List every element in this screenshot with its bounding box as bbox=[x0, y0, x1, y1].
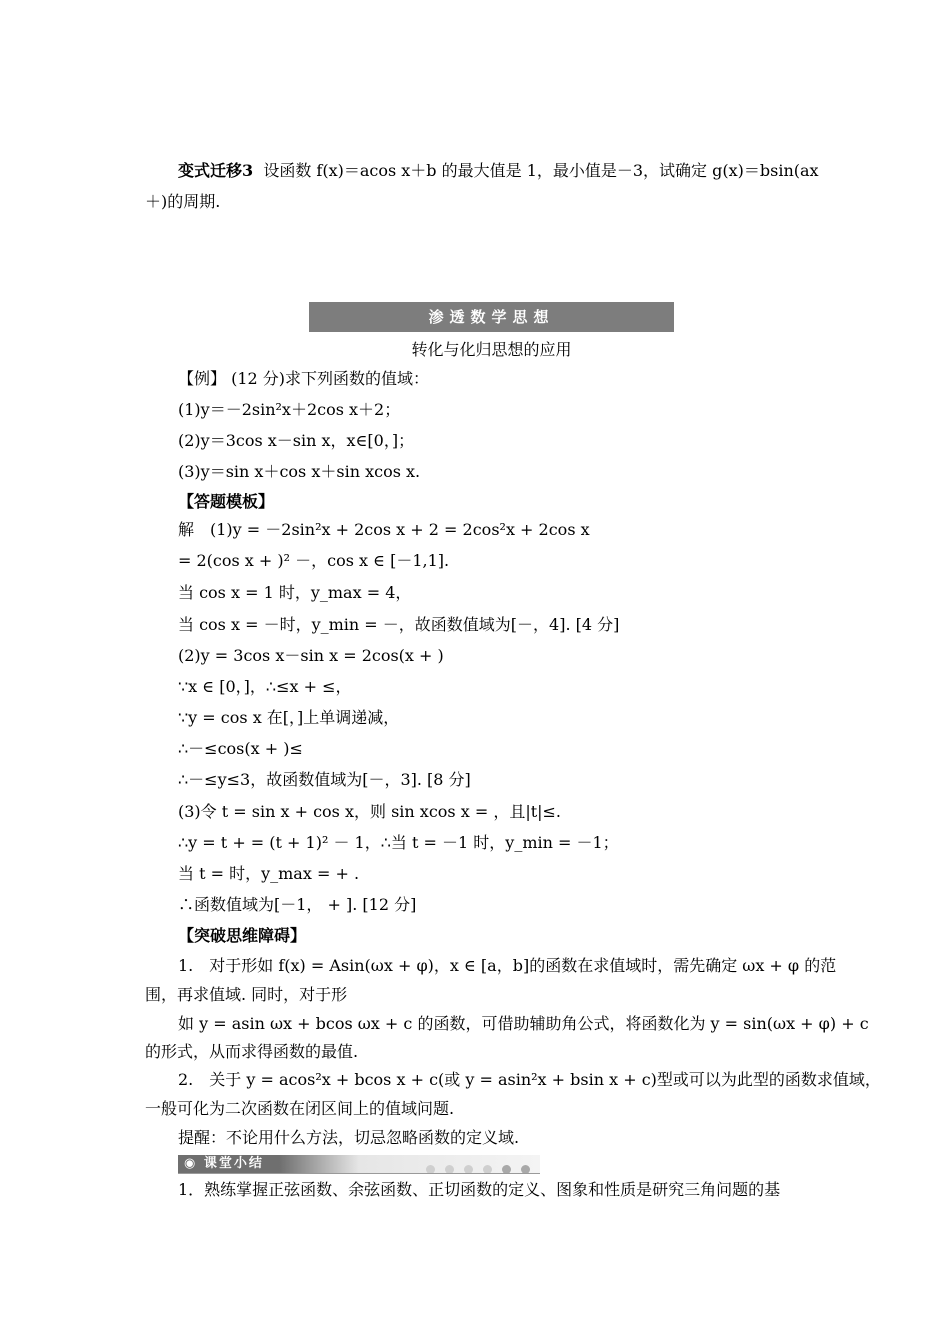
template-line: ∵y = cos x 在[，]上单调递减， bbox=[178, 708, 400, 727]
section-banner: 渗透数学思想 bbox=[309, 302, 674, 332]
exercise-text-1: 设函数 f(x)＝acos x＋b 的最大值是 1，最小值是－3，试确定 g(x)＝bsin(ax bbox=[263, 161, 819, 180]
example-item-1: (1)y＝－2sin²x＋2cos x＋2； bbox=[178, 400, 401, 419]
template-line: 当 t = 时，y_max = + . bbox=[178, 864, 360, 883]
breakthrough-header: 【突破思维障碍】 bbox=[178, 926, 307, 945]
exercise-label: 变式迁移3 bbox=[178, 161, 254, 180]
exercise-line-2: ＋)的周期. bbox=[145, 192, 221, 211]
template-line: ∴y = t + = (t + 1)² － 1，∴当 t = －1 时，y_min = －1； bbox=[178, 833, 619, 852]
breakthrough-p2-line-2: 一般可化为二次函数在闭区间上的值域问题. bbox=[145, 1099, 455, 1118]
example-header: 【例】 (12 分)求下列函数的值域： bbox=[178, 369, 430, 388]
template-line: = 2(cos x + )² －，cos x ∈ [－1,1]. bbox=[178, 551, 450, 570]
template-line: (2)y = 3cos x－sin x = 2cos(x + ) bbox=[178, 646, 444, 665]
section-subtitle: 转化与化归思想的应用 bbox=[411, 340, 572, 359]
template-line: 当 cos x = 1 时，y_max = 4， bbox=[178, 583, 412, 602]
template-line: (3)令 t = sin x + cos x，则 sin xcos x = ，且|t|≤. bbox=[178, 802, 562, 821]
breakthrough-p1-line-1: 1. 对于形如 f(x) = Asin(ωx + φ)，x ∈ [a，b]的函数在求值域时，需先确定 ωx + φ 的范 bbox=[178, 956, 837, 975]
example-item-3: (3)y＝sin x＋cos x＋sin xcos x. bbox=[178, 462, 421, 481]
template-header: 【答题模板】 bbox=[178, 492, 275, 511]
summary-bar bbox=[178, 1155, 540, 1173]
template-line: 解 (1)y = －2sin²x + 2cos x + 2 = 2cos²x + 2cos x bbox=[178, 520, 590, 539]
template-line: ∴－≤y≤3，故函数值域为[－，3]. [8 分] bbox=[178, 770, 471, 789]
template-line: ∵x ∈ [0，]，∴≤x + ≤， bbox=[178, 677, 352, 696]
summary-line-1: 1．熟练掌握正弦函数、余弦函数、正切函数的定义、图象和性质是研究三角问题的基 bbox=[178, 1180, 781, 1199]
exercise-line-1 bbox=[178, 161, 819, 181]
template-line: ∴函数值域为[－1， + ]. [12 分] bbox=[178, 895, 417, 914]
summary-label: ◉ 课堂小结 bbox=[184, 1156, 264, 1171]
summary-divider bbox=[178, 1173, 540, 1174]
breakthrough-p1-line-2: 围，再求值域. 同时，对于形 bbox=[145, 985, 348, 1004]
template-line: 当 cos x = －时，y_min = －，故函数值域为[－，4]. [4 分] bbox=[178, 615, 620, 634]
template-line: ∴－≤cos(x + )≤ bbox=[178, 739, 303, 758]
breakthrough-p2-line-1: 2. 关于 y = acos²x + bcos x + c(或 y = asin²x + bsin x + c)型或可以为此型的函数求值域， bbox=[178, 1070, 881, 1089]
decorative-dots bbox=[416, 1159, 530, 1169]
breakthrough-p1-line-4: 的形式，从而求得函数的最值. bbox=[145, 1042, 359, 1061]
breakthrough-p1-line-3: 如 y = asin ωx + bcos ωx + c 的函数，可借助辅助角公式，将函数化为 y = sin(ωx + φ) + c bbox=[178, 1014, 869, 1033]
breakthrough-tip: 提醒：不论用什么方法，切忌忽略函数的定义域. bbox=[178, 1128, 520, 1147]
example-item-2: (2)y＝3cos x－sin x，x∈[0，]； bbox=[178, 431, 415, 450]
